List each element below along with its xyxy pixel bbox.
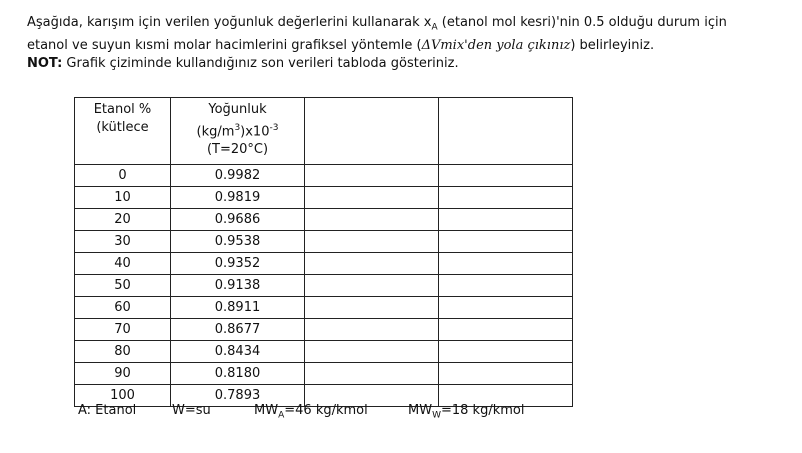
intro-line-2: etanol ve suyun kısmi molar hacimlerini grafiksel yöntemle (ΔVmix'den yola çıkınız) belirleyiniz. — [27, 37, 655, 53]
density-cell: 0.8911 — [171, 297, 305, 319]
empty-cell — [305, 187, 439, 209]
table-row — [75, 363, 573, 385]
ethanol-percent-cell: 40 — [75, 253, 171, 275]
density-cell: 0.9686 — [171, 209, 305, 231]
water-legend: W=su — [172, 403, 211, 418]
density-cell: 0.7893 — [171, 385, 305, 407]
mww-legend: $MW_W=18$ kg/kmol — [408, 403, 525, 421]
ethanol-percent-header: Etanol % (kütlece — [75, 98, 171, 165]
ethanol-percent-cell: 70 — [75, 319, 171, 341]
delta-vmix-expression: ΔVmix'den yola çıkınız — [421, 37, 571, 53]
empty-cell — [439, 363, 573, 385]
table-row — [75, 341, 573, 363]
empty-header-4 — [439, 98, 573, 165]
empty-cell — [439, 209, 573, 231]
density-cell: 0.9352 — [171, 253, 305, 275]
empty-cell — [305, 319, 439, 341]
density-cell: 0.9819 — [171, 187, 305, 209]
empty-cell — [305, 363, 439, 385]
empty-cell — [439, 187, 573, 209]
empty-cell — [305, 209, 439, 231]
density-header: Yoğunluk $(kg/m^3)x10^{-3}$ (T=20°C) — [171, 98, 305, 165]
ethanol-percent-cell: 20 — [75, 209, 171, 231]
density-table — [74, 97, 573, 407]
table-row — [75, 165, 573, 187]
table-row — [75, 231, 573, 253]
note-line: NOT: Grafik çiziminde kullandığınız son verileri tabloda gösteriniz. — [27, 55, 459, 71]
mwa-legend: $MW_A=46$ kg/kmol — [254, 403, 368, 421]
empty-cell — [439, 253, 573, 275]
ethanol-percent-cell: 30 — [75, 231, 171, 253]
ethanol-percent-cell: 0 — [75, 165, 171, 187]
density-cell: 0.9138 — [171, 275, 305, 297]
table-row — [75, 209, 573, 231]
empty-cell — [439, 341, 573, 363]
empty-cell — [439, 165, 573, 187]
ethanol-percent-cell: 90 — [75, 363, 171, 385]
density-cell: 0.9538 — [171, 231, 305, 253]
ethanol-percent-cell: 80 — [75, 341, 171, 363]
table-row — [75, 253, 573, 275]
table-row — [75, 187, 573, 209]
empty-header-3 — [305, 98, 439, 165]
empty-cell — [439, 231, 573, 253]
problem-statement — [27, 14, 797, 73]
empty-cell — [439, 275, 573, 297]
empty-cell — [439, 319, 573, 341]
table-row — [75, 319, 573, 341]
ethanol-percent-cell: 60 — [75, 297, 171, 319]
table-header-row — [75, 98, 573, 165]
intro-line-1: Aşağıda, karışım için verilen yoğunluk değerlerini kullanarak $x_A$ (etanol mol kesri)'nin 0.5 olduğu durum için — [27, 15, 727, 33]
density-cell: 0.8677 — [171, 319, 305, 341]
empty-cell — [305, 297, 439, 319]
empty-cell — [305, 231, 439, 253]
density-cell: 0.8180 — [171, 363, 305, 385]
empty-cell — [305, 341, 439, 363]
footer-legend — [78, 403, 524, 421]
empty-cell — [305, 275, 439, 297]
density-cell: 0.9982 — [171, 165, 305, 187]
empty-cell — [439, 297, 573, 319]
table-row — [75, 275, 573, 297]
ethanol-percent-cell: 50 — [75, 275, 171, 297]
ethanol-legend: A: Etanol — [78, 403, 137, 418]
ethanol-percent-cell: 100 — [75, 385, 171, 407]
table-body — [75, 165, 573, 407]
density-cell: 0.8434 — [171, 341, 305, 363]
table-row — [75, 297, 573, 319]
ethanol-percent-cell: 10 — [75, 187, 171, 209]
empty-cell — [305, 165, 439, 187]
empty-cell — [305, 253, 439, 275]
